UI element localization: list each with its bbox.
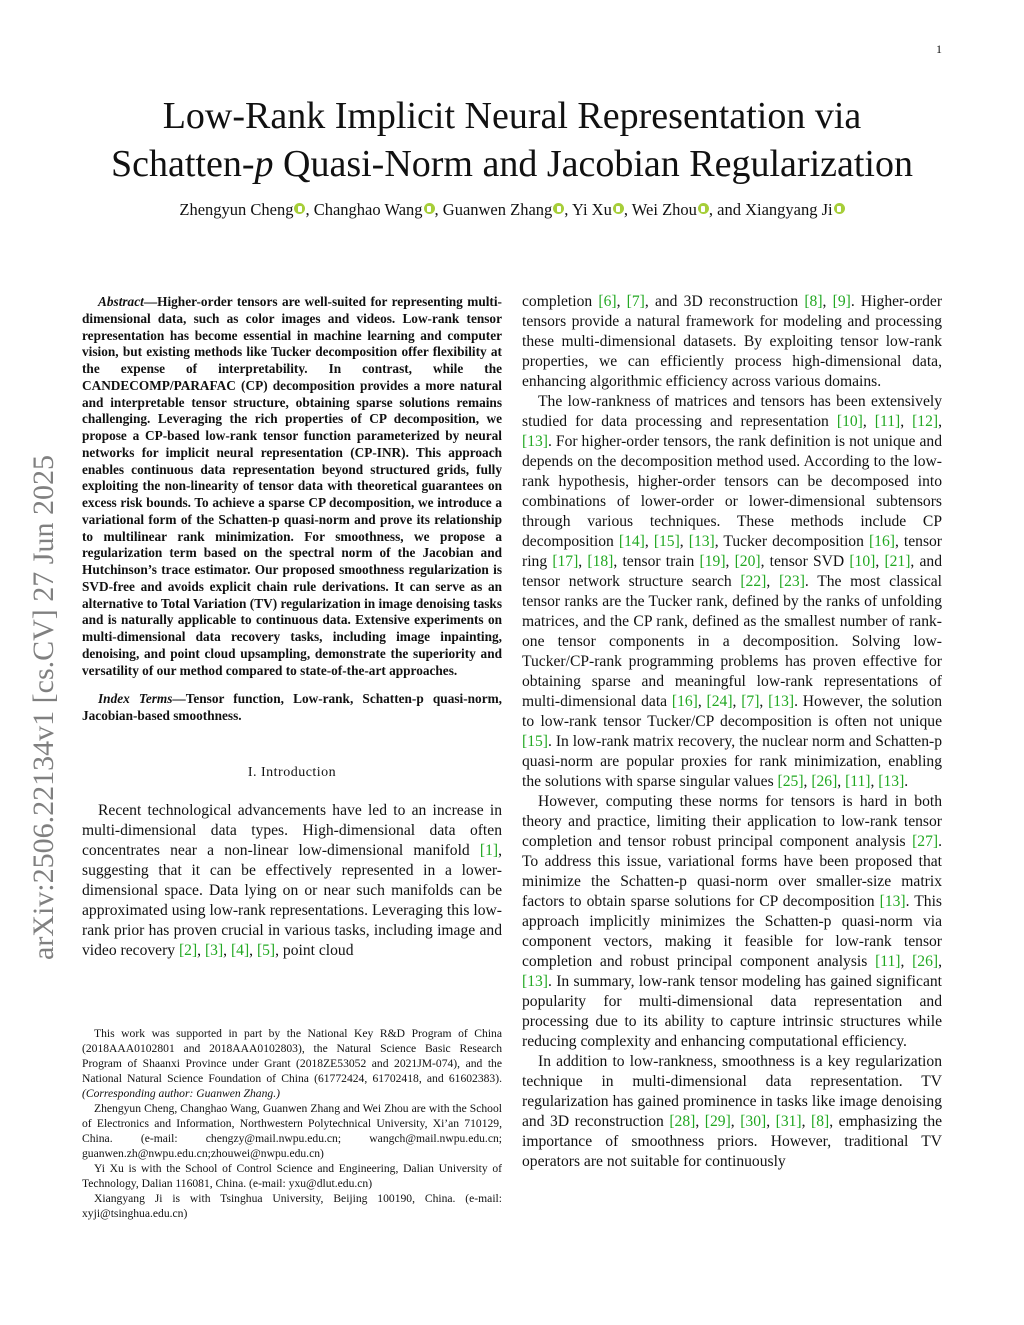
title-line-2: Schatten-p Quasi-Norm and Jacobian Regularization — [111, 143, 913, 185]
text-run: Yi Xu is with the School of Control Science and Engineering, Dalian University of Technology, Dalian 116081, China. (e-mail: yxu@dlut.edu.cn) — [82, 1162, 502, 1190]
citation-link[interactable]: [13] — [878, 773, 905, 790]
section-heading-introduction: I. Introduction — [247, 764, 337, 780]
citation-link[interactable]: [9] — [832, 293, 851, 310]
title-variable-p: p — [254, 143, 274, 185]
citation-link[interactable]: [13] — [768, 693, 795, 710]
citation-link[interactable]: [3] — [204, 941, 224, 959]
citation-link[interactable]: [18] — [587, 553, 614, 570]
citation-link[interactable]: [8] — [804, 293, 823, 310]
citation-link[interactable]: [5] — [256, 941, 276, 959]
text-run: , tensor SVD — [760, 553, 850, 570]
text-run: , — [870, 773, 879, 790]
footnote — [82, 1191, 502, 1221]
text-run: , — [900, 953, 913, 970]
text-run: , and tensor network structure search — [522, 553, 943, 590]
text-run: , — [732, 693, 742, 710]
right-column — [522, 292, 942, 1172]
text-run: . — [904, 773, 909, 790]
text-run: , — [766, 1113, 776, 1130]
orcid-icon[interactable] — [613, 203, 624, 214]
citation-link[interactable]: [16] — [868, 533, 895, 550]
text-run: , — [837, 773, 846, 790]
orcid-icon[interactable] — [698, 203, 709, 214]
text-run: This work was supported in part by the National Key R&D Program of China (2018AAA0102801 and 2018AAA0102803), the Natural Science Basic Research Program of Shaanxi Province under Grant (2018ZE53052 and 2021JM-074), and the National Natural Science Foundation of China (61772424, 61702418, and 61602383). — [82, 1027, 502, 1085]
text-run: Xiangyang Ji is with Tsinghua University, Beijing 100190, China. (e-mail: xyji@tsinghua.edu.cn) — [82, 1192, 502, 1220]
title-line-1: Low-Rank Implicit Neural Representation via — [162, 95, 862, 137]
text-run: , — [875, 553, 885, 570]
body-paragraph — [522, 1052, 942, 1172]
text-run: completion — [522, 293, 599, 310]
author-name: Zhengyun Cheng — [179, 200, 294, 219]
citation-link[interactable]: [31] — [775, 1113, 802, 1130]
citation-link[interactable]: [15] — [653, 533, 680, 550]
text-run: The low-rankness of matrices and tensors has been extensively studied for data processing and representation — [522, 393, 942, 430]
citation-link[interactable]: [30] — [740, 1113, 767, 1130]
citation-link[interactable]: [10] — [849, 553, 876, 570]
body-paragraph — [522, 392, 942, 792]
text-run: , tensor train — [613, 553, 700, 570]
citation-link[interactable]: [1] — [479, 841, 499, 859]
citation-link[interactable]: [26] — [811, 773, 838, 790]
text-run: . Higher-order tensors provide a natural framework for modeling and processing these multi-dimensional datasets. By exploiting tensor low-rank properties, we can efficiently process high-dimensional data, enhancing algorithmic efficiency across various domains. — [522, 293, 943, 390]
text-run: , — [223, 941, 231, 959]
citation-link[interactable]: [11] — [874, 413, 901, 430]
citation-link[interactable]: [17] — [552, 553, 579, 570]
citation-link[interactable]: [6] — [598, 293, 617, 310]
citation-link[interactable]: [20] — [734, 553, 761, 570]
text-run: , — [697, 693, 707, 710]
text-run: , — [801, 1113, 812, 1130]
footnote — [82, 1026, 502, 1101]
text-run: , point cloud — [275, 941, 354, 959]
citation-link[interactable]: [29] — [704, 1113, 731, 1130]
text-run: , and 3D reconstruction — [644, 293, 805, 310]
abstract-text: —Higher-order tensors are well-suited for representing multi-dimensional data, such as color images and videos. Low-rank tensor representation has become essential in machine learning and computer vision, but existing methods like Tucker decomposition offer flexibility at the expense of interpretability. In contrast, while the CANDECOMP/PARAFAC (CP) decomposition provides a more natural and interpretable tensor structure, obtaining sparse solutions remains challenging. Leveraging the rich properties of CP decomposition, we propose a CP-based low-rank tensor function parameterized by neural networks for implicit neural representation (CP-INR). This approach enables continuous data representation beyond structured grids, fully exploiting the non-linearity of tensor data with theoretical guarantees on excess risk bounds. To achieve a sparse CP decomposition, we introduce a variational form of the Schatten-p quasi-norm and prove its relationship to multilinear rank minimization. For smoothness, we propose a regularization term based on the spectral norm of the Jacobian and Hutchinson’s trace estimator. Our proposed smoothness regularization is SVD-free and avoids explicit chain rule derivations. It can serve as an alternative to Total Variation (TV) regularization in image denoising tasks and is naturally applicable to continuous data. Extensive experiments on multi-dimensional data recovery tasks, including image inpainting, denoising, and point cloud upsampling, demonstrate the superiority and versatility of our method compared to state-of-the-art approaches. — [82, 294, 502, 678]
text-run: , Tucker decomposition — [714, 533, 869, 550]
body-paragraph — [522, 792, 942, 1052]
index-terms-label: Index Terms — [98, 691, 173, 707]
text-run: Recent technological advancements have led to an increase in multi-dimensional data types. High-dimensional data often concentrates near a non-linear low-dimensional manifold — [82, 801, 502, 859]
text-run: . In summary, low-rank tensor modeling has gained significant popularity for multi-dimensional data representation and processing due to its ability to capture intrinsic structures while reducing complexity and enhancing computational efficiency. — [522, 973, 942, 1050]
footnote — [82, 1101, 502, 1161]
text-run: , — [803, 773, 812, 790]
text-run: . For higher-order tensors, the rank definition is not unique and depends on the decomposition method used. According to the low-rank hypothesis, higher-order tensors can be decomposed into combinations of lower-order or lower-dimensional subtensors through various techniques. These methods include CP decomposition — [522, 433, 942, 550]
text-run: , — [730, 1113, 741, 1130]
author-name: Guanwen Zhang — [442, 200, 553, 219]
text-run: , — [822, 293, 833, 310]
intro-paragraph — [82, 801, 502, 961]
citation-link[interactable]: [4] — [230, 941, 250, 959]
text-run: , — [644, 533, 654, 550]
text-run: , — [759, 693, 769, 710]
author-name: Xiangyang Ji — [745, 200, 833, 219]
orcid-icon[interactable] — [424, 203, 435, 214]
paper-title — [0, 92, 1024, 188]
orcid-icon[interactable] — [834, 203, 845, 214]
text-run: , — [766, 573, 779, 590]
citation-link[interactable]: [13] — [688, 533, 715, 550]
footnote — [82, 1161, 502, 1191]
text-run: , suggesting that it can be effectively represented in a lower-dimensional space. Data lying on or near such manifolds can be approximated using low-rank representations. Leveraging this low-rank prior has proven crucial in various tasks, including image and video recovery — [82, 841, 502, 959]
citation-link[interactable]: [11] — [845, 773, 871, 790]
text-run: However, computing these norms for tensors is hard in both theory and practice, limiting their application to low-rank tensor completion and tensor robust principal component analysis — [522, 793, 942, 850]
text-run: . In low-rank matrix recovery, the nuclear norm and Schatten-p quasi-norm are popular proxies for rank minimization, enabling the solutions with sparse singular values — [522, 733, 942, 790]
author-name: Changhao Wang — [313, 200, 423, 219]
author-separator: , and — [708, 200, 746, 219]
citation-link[interactable]: [21] — [884, 553, 911, 570]
author-separator: , — [434, 200, 443, 219]
citation-link[interactable]: [2] — [178, 941, 198, 959]
text-run: . However, the solution to low-rank tensor Tucker/CP decomposition is often not unique — [522, 693, 943, 730]
citation-link[interactable]: [19] — [699, 553, 726, 570]
citation-link[interactable]: [28] — [669, 1113, 696, 1130]
text-run: , — [938, 953, 942, 970]
citation-link[interactable]: [8] — [811, 1113, 830, 1130]
text-run: , — [725, 553, 735, 570]
index-terms — [82, 691, 502, 725]
text-run: , tensor ring — [522, 533, 942, 570]
citation-link[interactable]: [13] — [522, 973, 548, 990]
text-run: , — [862, 413, 875, 430]
citation-link[interactable]: [14] — [618, 533, 645, 550]
citation-link[interactable]: [15] — [522, 733, 548, 750]
author-separator: , — [305, 200, 314, 219]
text-run: . To address this issue, variational forms have been proposed that minimize the Schatten-p quasi-norm over smaller-size matrix factors to obtain sparse solutions for CP decomposition — [522, 833, 942, 910]
citation-link[interactable]: [22] — [740, 573, 767, 590]
text-run: , — [679, 533, 689, 550]
abstract — [82, 294, 502, 679]
text-run: . The most classical tensor ranks are the Tucker rank, defined by the ranks of unfolding matrices, and the CP rank, defined as the smallest number of rank-one tensor components in a decomposition. Solving low-Tucker/CP-rank programming problems has proven effective for obtaining sparse and meaningful low-rank representations of multi-dimensional data — [522, 573, 943, 710]
orcid-icon[interactable] — [553, 203, 564, 214]
citation-link[interactable]: [16] — [671, 693, 698, 710]
left-column — [82, 294, 502, 961]
abstract-label: Abstract — [98, 294, 144, 309]
citation-link[interactable]: [23] — [778, 573, 805, 590]
text-run: , — [197, 941, 205, 959]
citation-link[interactable]: [25] — [777, 773, 804, 790]
citation-link[interactable]: [10] — [836, 413, 863, 430]
author-name: Wei Zhou — [631, 200, 697, 219]
text-run: , emphasizing the importance of smoothness priors. However, traditional TV operators are not suitable for continuously — [522, 1113, 943, 1170]
author-list — [0, 200, 1024, 220]
text-run: . This approach implicitly minimizes the Schatten-p quasi-norm via component vectors, making it feasible for low-rank tensor completion and robust principal component analysis — [522, 893, 942, 970]
text-run: , — [249, 941, 257, 959]
citation-link[interactable]: [11] — [875, 953, 901, 970]
text-run: Zhengyun Cheng, Changhao Wang, Guanwen Zhang and Wei Zhou are with the School of Electronics and Information, Northwestern Polytechnical University, Xi’an 710129, China. (e-mail: chengzy@mail.nwpu.edu.cn; wangch@mail.nwpu.edu.cn; guanwen.zh@nwpu.edu.cn;zhouwei@nwpu.edu.cn) — [82, 1102, 502, 1160]
arxiv-stamp: arXiv:2506.22134v1 [cs.CV] 27 Jun 2025 — [27, 455, 60, 960]
citation-link[interactable]: [24] — [706, 693, 733, 710]
text-run: , — [616, 293, 627, 310]
body-paragraph — [522, 292, 942, 392]
text-run: , — [900, 413, 913, 430]
text-run: , — [938, 413, 942, 430]
citation-link[interactable]: [26] — [912, 953, 939, 970]
text-run: In addition to low-rankness, smoothness is a key regularization technique in multi-dimensional data representation. TV regularization has gained prominence in tasks like image denoising and 3D reconstruction — [522, 1053, 942, 1130]
text-run: , — [695, 1113, 705, 1130]
author-separator: , — [623, 200, 632, 219]
citation-link[interactable]: [13] — [522, 433, 548, 450]
citation-link[interactable]: [12] — [912, 413, 939, 430]
citation-link[interactable]: [27] — [912, 833, 939, 850]
text-run: , — [578, 553, 588, 570]
footnotes — [82, 1026, 502, 1221]
citation-link[interactable]: [7] — [741, 693, 760, 710]
author-separator: , — [564, 200, 572, 219]
text-italic: (Corresponding author: Guanwen Zhang.) — [82, 1087, 280, 1100]
orcid-icon[interactable] — [294, 203, 305, 214]
citation-link[interactable]: [13] — [879, 893, 906, 910]
citation-link[interactable]: [7] — [626, 293, 645, 310]
author-name: Yi Xu — [571, 200, 612, 219]
page-number: 1 — [936, 42, 942, 56]
index-terms-text: —Tensor function, Low-rank, Schatten-p quasi-norm, Jacobian-based smoothness. — [82, 691, 502, 723]
